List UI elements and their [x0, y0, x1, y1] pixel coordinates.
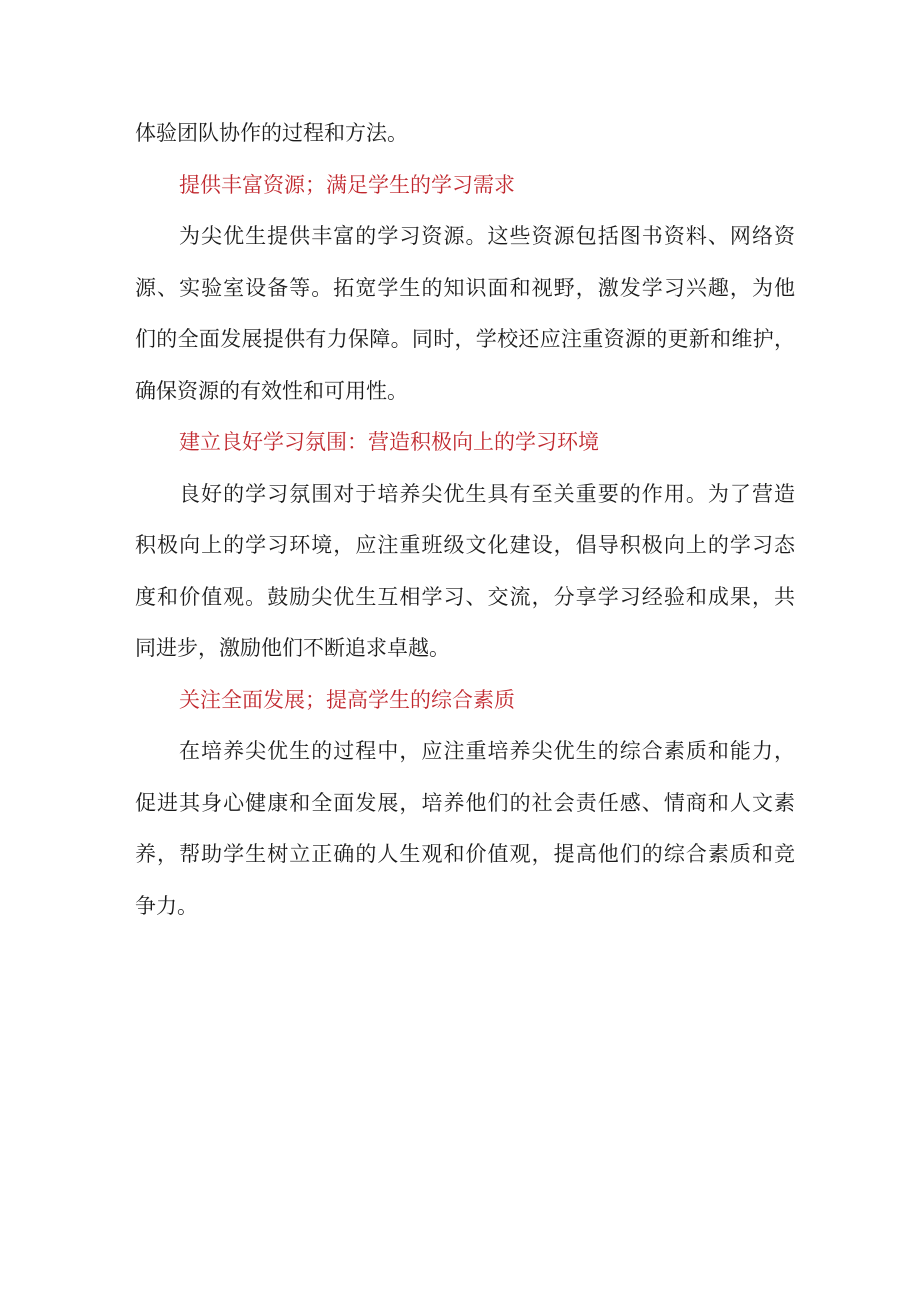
paragraph-line: 们的全面发展提供有力保障。同时，学校还应注重资源的更新和维护，: [135, 327, 795, 351]
paragraph-line: 在培养尖优生的过程中，应注重培养尖优生的综合素质和能力，: [179, 739, 795, 763]
paragraph-line: 度和价值观。鼓励尖优生互相学习、交流，分享学习经验和成果，共: [135, 584, 795, 609]
paragraph-line: 为尖优生提供丰富的学习资源。这些资源包括图书资料、网络资: [179, 224, 795, 248]
paragraph-line: 养，帮助学生树立正确的人生观和价值观，提高他们的综合素质和竞: [135, 842, 795, 866]
paragraph-line: 同进步，激励他们不断追求卓越。: [135, 636, 450, 660]
section-heading-atmosphere: 建立良好学习氛围：营造积极向上的学习环境: [179, 430, 599, 454]
section-heading-development: 关注全面发展；提高学生的综合素质: [179, 687, 515, 712]
paragraph-line: 促进其身心健康和全面发展，培养他们的社会责任感、情商和人文素: [135, 790, 795, 815]
paragraph-line: 良好的学习氛围对于培养尖优生具有至关重要的作用。为了营造: [179, 481, 795, 506]
section-heading-resources: 提供丰富资源；满足学生的学习需求: [179, 172, 515, 197]
intro-tail-line: 体验团队协作的过程和方法。: [135, 121, 408, 145]
paragraph-line: 争力。: [135, 893, 198, 918]
paragraph-line: 源、实验室设备等。拓宽学生的知识面和视野，激发学习兴趣，为他: [135, 275, 795, 300]
paragraph-line: 确保资源的有效性和可用性。: [135, 378, 408, 403]
document-body: [135, 108, 795, 932]
paragraph-line: 积极向上的学习环境，应注重班级文化建设，倡导积极向上的学习态: [135, 533, 795, 557]
